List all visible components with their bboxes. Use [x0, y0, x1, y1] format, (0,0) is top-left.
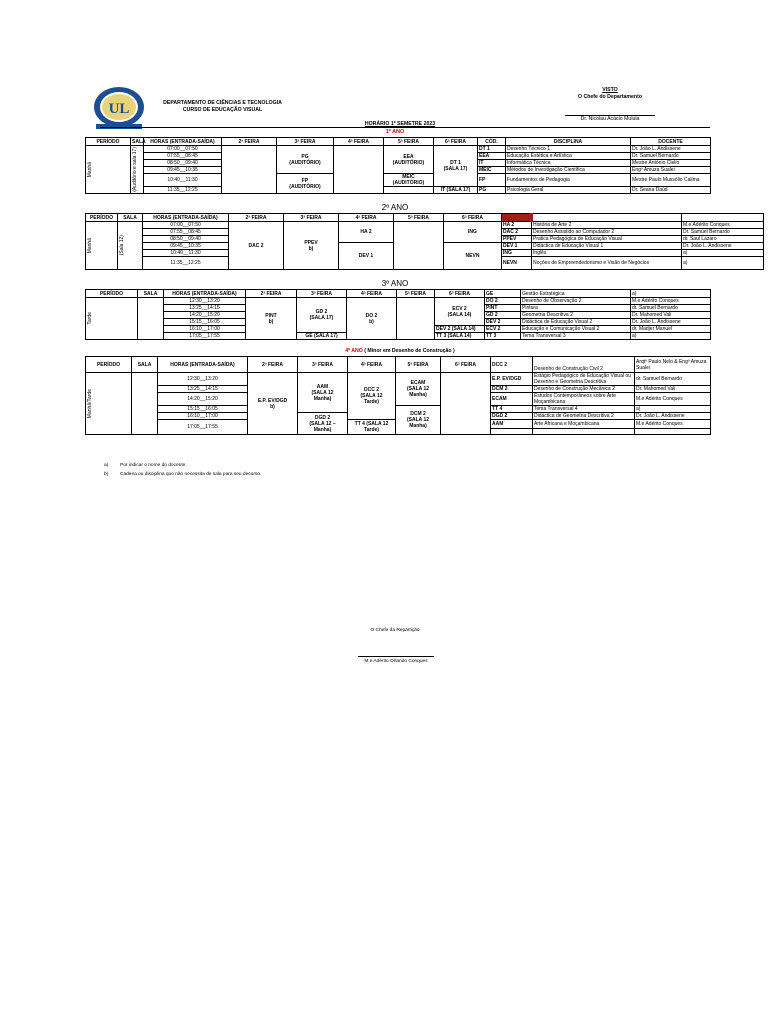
subject-teacher: M.e Adérito Conques — [635, 420, 711, 429]
subject-name: Didáctica de Educação Visual 1 — [532, 243, 682, 250]
cell-sex-a: ING — [444, 222, 502, 243]
col-horas: HORAS (ENTRADA-SAÍDA) — [144, 138, 222, 146]
subject-code: DEV 1 — [502, 243, 532, 250]
subject-code: PPEV — [502, 236, 532, 243]
cell-sex-a: DT 1 (SALA 17) — [434, 146, 478, 187]
col-ter: 3ª FEIRA — [297, 290, 347, 298]
hour-slot: 14:20__15:20 — [164, 312, 246, 319]
footnote-b — [104, 470, 404, 479]
hour-slot: 07:00__07:50 — [144, 146, 222, 153]
cell-ter-a: PG (AUDITÓRIO) — [277, 146, 334, 174]
col-qua: 4ª FEIRA — [334, 138, 384, 146]
hour-slot: 11:35__12:25 — [144, 187, 222, 194]
subject-code: AAM — [491, 420, 533, 429]
hour-slot: 14:20__15:20 — [158, 393, 248, 406]
col-qui: 5ª FEIRA — [397, 290, 435, 298]
col-qui: 5ª FEIRA — [384, 138, 434, 146]
hour-slot: 09:45__10:35 — [143, 243, 229, 250]
cell-qui-b: MEIC (AUDITÓRIO) — [384, 174, 434, 187]
cell-qui-a: EEA (AUDITÓRIO) — [384, 146, 434, 174]
col-periodo: PERÍODO — [86, 290, 138, 298]
subject-teacher: Engº Amuza Sualei — [631, 167, 711, 174]
hour-slot: 12:30__13:20 — [164, 298, 246, 305]
chefe-reparticao-name: M.e Adérito Orlando Conques — [364, 659, 428, 664]
col-horas: HORAS (ENTRADA-SAÍDA) — [143, 214, 229, 222]
subject-code: HA 2 — [502, 222, 532, 229]
cell-seg: PINT b) — [246, 298, 297, 340]
year2-title: 2º ANO — [381, 203, 409, 212]
footnote-mark: a) — [104, 463, 109, 468]
footnotes — [104, 461, 404, 479]
cell-qui-b: DCM 2 (SALA 12 Manha) — [396, 406, 441, 435]
hour-slot: 10:40__11:30 — [143, 250, 229, 257]
subject-code: FP — [478, 174, 506, 187]
subject-code: ECV 2 — [485, 326, 521, 333]
subject-teacher: Dr. João L. Andissene — [682, 243, 764, 250]
year4-title-minor: ( Minor em Desenho de Construção ) — [362, 348, 455, 354]
cell-qua-b: DEV 1 — [339, 243, 394, 270]
signature-line-bottom — [358, 656, 434, 657]
hour-slot: 07:55__08:45 — [144, 153, 222, 160]
subject-name: Desenho Assistido ao Computador 2 — [532, 229, 682, 236]
subject-teacher: a) — [635, 406, 711, 413]
subject-code: PG — [478, 187, 506, 194]
subject-code: IT — [478, 160, 506, 167]
chefe-reparticao-label: O Chefe da Repartição — [370, 628, 420, 633]
cell-sex-c: TT 3 (SALA 14) — [435, 333, 485, 340]
subject-name: Geometria Descritiva 2 — [521, 312, 631, 319]
col-disciplina: DISCIPLINA — [506, 138, 631, 146]
footnote-text: Por indicar o nome do docente. — [120, 463, 187, 468]
subject-name: Desenho de Observação 2 — [521, 298, 631, 305]
subject-teacher: Arqtº Paulo Nelo & Engº Amuza Sualei — [635, 357, 711, 373]
subject-teacher: dr. Madjer Manuel — [631, 326, 711, 333]
hour-slot: 11:35__12:25 — [143, 257, 229, 270]
subject-name: Tema Transversal 3 — [521, 333, 631, 340]
subject-code: DCM 2 — [491, 386, 533, 393]
subject-teacher: a) — [682, 250, 764, 257]
period-label: Manhã — [87, 161, 93, 178]
hour-slot: 07:55__08:45 — [143, 229, 229, 236]
subject-code: DO 2 — [485, 298, 521, 305]
room-label: (Auditório e sala 17) — [132, 147, 138, 192]
subject-code: GD 2 — [485, 312, 521, 319]
col-doc-empty — [682, 214, 764, 222]
hour-slot: 12:30__13:20 — [158, 373, 248, 386]
subject-name: Estágio Pedagógico de Educação Visual ou Desenho e Geometria Descritiva — [533, 373, 635, 386]
subject-teacher: Dr. João L. Andissene — [631, 319, 711, 326]
col-periodo: PERÍODO — [86, 138, 131, 146]
subject-name: Psicologia Geral — [506, 187, 631, 194]
col-sala: SALA — [118, 214, 143, 222]
course-title: CURSO DE EDUCAÇÃO VISUAL — [182, 107, 263, 113]
subject-code: DEV 2 — [485, 319, 521, 326]
department-title: DEPARTAMENTO DE CIÊNCIAS E TECNOLOGIA — [163, 100, 282, 106]
cell-ter-b: FP (AUDITÓRIO) — [277, 174, 334, 194]
subject-name: Didáctica de Educação Visual 2 — [521, 319, 631, 326]
chefe-dept-label: O Chefe do Departamento — [578, 94, 642, 100]
col-seg: 2ª FEIRA — [246, 290, 297, 298]
subject-name: Métodos de Investigação Científica — [506, 167, 631, 174]
hour-slot: 16:10__17:00 — [158, 413, 248, 420]
col-qua: 4ª FEIRA — [348, 357, 396, 373]
subject-teacher: Mestre Paulo Mussólio Calima — [631, 174, 711, 187]
subject-code: DT 1 — [478, 146, 506, 153]
cell-sex-b: DEV 2 (SALA 14) — [435, 326, 485, 333]
subject-teacher: Dr. Seana Daúd — [631, 187, 711, 194]
col-sala: SALA — [138, 290, 164, 298]
cell-sex-b: NEVN — [444, 243, 502, 270]
subject-name: Pratica Pedagógica de Educação Visual — [532, 236, 682, 243]
cell-sex-b: IT (SALA 17) — [434, 187, 478, 194]
col-cod: CÓD. — [478, 138, 506, 146]
col-seg: 2ª FEIRA — [222, 138, 277, 146]
cell-qua-a: DCC 2 (SALA 12 Tarde) — [348, 373, 396, 420]
subject-name: Noções de Empreendedorismo e Visão de Negócios — [532, 257, 682, 270]
subject-name: Educação Estética e Artística — [506, 153, 631, 160]
schedule-title: HORÁRIO 1º SEMETRE 2023 — [364, 121, 436, 127]
subject-code: DGD 2 — [491, 413, 533, 420]
year1-title: 1º ANO — [385, 129, 405, 135]
col-sala: SALA — [132, 357, 158, 373]
hour-slot: 08:50__09:40 — [143, 236, 229, 243]
col-periodo: PERÍODO — [86, 357, 132, 373]
footnote-text: Cadeira ou disciplina que não necessita de sala para seu decurso. — [120, 472, 262, 477]
hour-slot: 15:15__16:05 — [158, 406, 248, 413]
col-qua: 4ª FEIRA — [347, 290, 397, 298]
subject-name: Educação e Comunicação Visual 2 — [521, 326, 631, 333]
col-docente: DOCENTE — [631, 138, 711, 146]
subject-code: DAC 2 — [502, 229, 532, 236]
subject-name: Informática Técnica — [506, 160, 631, 167]
room-label: (Sala 12) — [119, 235, 125, 256]
col-sex: 6ª FEIRA — [444, 214, 502, 222]
hour-slot: 07:00__07:50 — [143, 222, 229, 229]
subject-name: Tema Transversal 4 — [533, 406, 635, 413]
subject-code: E.P. EV/DGD — [491, 373, 533, 386]
cell-qua-b: TT 4 (SALA 12 Tarde) — [348, 420, 396, 435]
subject-teacher: dr. Saul Lazaro — [682, 236, 764, 243]
cell-sex-a: ECV 2 (SALA 14) — [435, 298, 485, 326]
col-ter: 3ª FEIRA — [298, 357, 348, 373]
chefe-dept-name: Dr. Nicolau Acácio Mulula — [580, 116, 640, 122]
year3-table — [85, 289, 711, 340]
university-logo — [92, 86, 146, 130]
cell-seg: E.P. EV/DGD b) — [248, 373, 298, 435]
subject-teacher: a) — [631, 290, 711, 298]
col-sala: SALA — [132, 138, 146, 145]
subject-name: Desenho de Construção Civil 2 — [533, 357, 635, 373]
cell-ter: PPEV b) — [284, 222, 339, 270]
year4-table — [85, 356, 711, 435]
col-sex: 6ª FEIRA — [435, 290, 485, 298]
hour-slot: 17:05__17:55 — [164, 333, 246, 340]
col-ter: 3ª FEIRA — [277, 138, 334, 146]
hour-slot: 13:25__14:15 — [158, 386, 248, 393]
subject-teacher: Dr. Mahomed Vali — [635, 386, 711, 393]
col-horas: HORAS (ENTRADA-SAÍDA) — [158, 357, 248, 373]
cell-seg: DAC 2 — [229, 222, 284, 270]
hour-slot: 09:45__10:35 — [144, 167, 222, 174]
cell-ter-a: AAM (SALA 12 Manha) — [298, 373, 348, 413]
col-cod-marker — [502, 214, 532, 222]
cell-qua: DO 2 b) — [347, 298, 397, 340]
cell-qui-a: ECAM (SALA 12 Manha) — [396, 373, 441, 406]
subject-code: ING — [502, 250, 532, 257]
header-rule — [100, 127, 710, 128]
year4-title — [300, 348, 500, 354]
hour-slot: 15:15__16:05 — [164, 319, 246, 326]
period-label: Tarde — [87, 312, 93, 325]
year4-title-label: 4º ANO — [345, 348, 363, 354]
period-label: Manhã/Tarde — [87, 388, 93, 419]
subject-name: Inglês — [532, 250, 682, 257]
hour-slot: 16:10__17:00 — [164, 326, 246, 333]
hour-slot: 10:40__11:30 — [144, 174, 222, 187]
footnote-mark: b) — [104, 472, 109, 477]
hour-slot: 08:50__09:40 — [144, 160, 222, 167]
subject-teacher: Dr. João L. Andissene — [635, 413, 711, 420]
col-sex: 6ª FEIRA — [434, 138, 478, 146]
subject-code: PINT — [485, 305, 521, 312]
subject-teacher: Dr. Samuel Bernardo — [682, 229, 764, 236]
subject-teacher: Dr. João L. Andissene — [631, 146, 711, 153]
col-disc-marker — [532, 214, 682, 222]
subject-teacher: Dr. Mahomed Vali — [631, 312, 711, 319]
subject-name: Fundamentos de Pedagogia — [506, 174, 631, 187]
subject-name: Estudos Contemporâneos sobre Arte Moçambicana — [533, 393, 635, 406]
subject-teacher: a) — [631, 333, 711, 340]
cell-ter-b: GE (SALA 17) — [297, 333, 347, 340]
subject-code: EEA — [478, 153, 506, 160]
col-qui: 5ª FEIRA — [394, 214, 444, 222]
period-label: Manhã — [87, 237, 93, 254]
subject-teacher: M.e Adérito Conques — [635, 393, 711, 406]
subject-name: História de Arte 2 — [532, 222, 682, 229]
subject-teacher: a) — [682, 257, 764, 270]
year3-title: 3º ANO — [381, 279, 409, 288]
subject-teacher: Dr. Samuel Bernardo — [631, 153, 711, 160]
subject-name: Pintura — [521, 305, 631, 312]
subject-teacher: M.e Adérito Conques — [631, 298, 711, 305]
cell-qua-a: HA 2 — [339, 222, 394, 243]
col-sex: 6ª FEIRA — [441, 357, 491, 373]
col-horas: HORAS (ENTRADA-SAÍDA) — [164, 290, 246, 298]
subject-name: Gestão Estratégica — [521, 290, 631, 298]
col-seg: 2ª FEIRA — [248, 357, 298, 373]
hour-slot: 17:05__17:55 — [158, 420, 248, 435]
col-ter: 3ª FEIRA — [284, 214, 339, 222]
subject-teacher: M.e Adérito Conques — [682, 222, 764, 229]
cell-ter: GD 2 (SALA 17) — [297, 298, 347, 333]
subject-code: NEVN — [502, 257, 532, 270]
visto-label: VISTO — [602, 87, 618, 93]
col-qua: 4ª FEIRA — [339, 214, 394, 222]
subject-code: MEIC — [478, 167, 506, 174]
subject-teacher: dr. Samuel Bernardo — [631, 305, 711, 312]
subject-code: ECAM — [491, 393, 533, 406]
col-seg: 2ª FEIRA — [229, 214, 284, 222]
cell-ter-b: DGD 2 (SALA 12 – Manha) — [298, 413, 348, 435]
year2-table — [85, 213, 764, 270]
subject-name: Didáctica de Geometria Descritiva 2 — [533, 413, 635, 420]
subject-name: Arte Africana e Moçambicana — [533, 420, 635, 429]
subject-code: TT 4 — [491, 406, 533, 413]
subject-code: TT 3 — [485, 333, 521, 340]
subject-code: DCC 2 — [491, 357, 533, 373]
col-qui: 5ª FEIRA — [396, 357, 441, 373]
svg-text:UL: UL — [108, 101, 130, 117]
subject-name: Desenho de Construção Mecânica 2 — [533, 386, 635, 393]
footnote-a — [104, 461, 404, 470]
col-periodo: PERÍODO — [86, 214, 118, 222]
subject-code: GE — [485, 290, 521, 298]
subject-name: Desenho Técnico 1 — [506, 146, 631, 153]
subject-teacher: dr. Samuel Bernardo — [635, 373, 711, 386]
year1-table — [85, 137, 711, 194]
subject-teacher: Mestre António Clelio — [631, 160, 711, 167]
hour-slot: 13:25__14:15 — [164, 305, 246, 312]
